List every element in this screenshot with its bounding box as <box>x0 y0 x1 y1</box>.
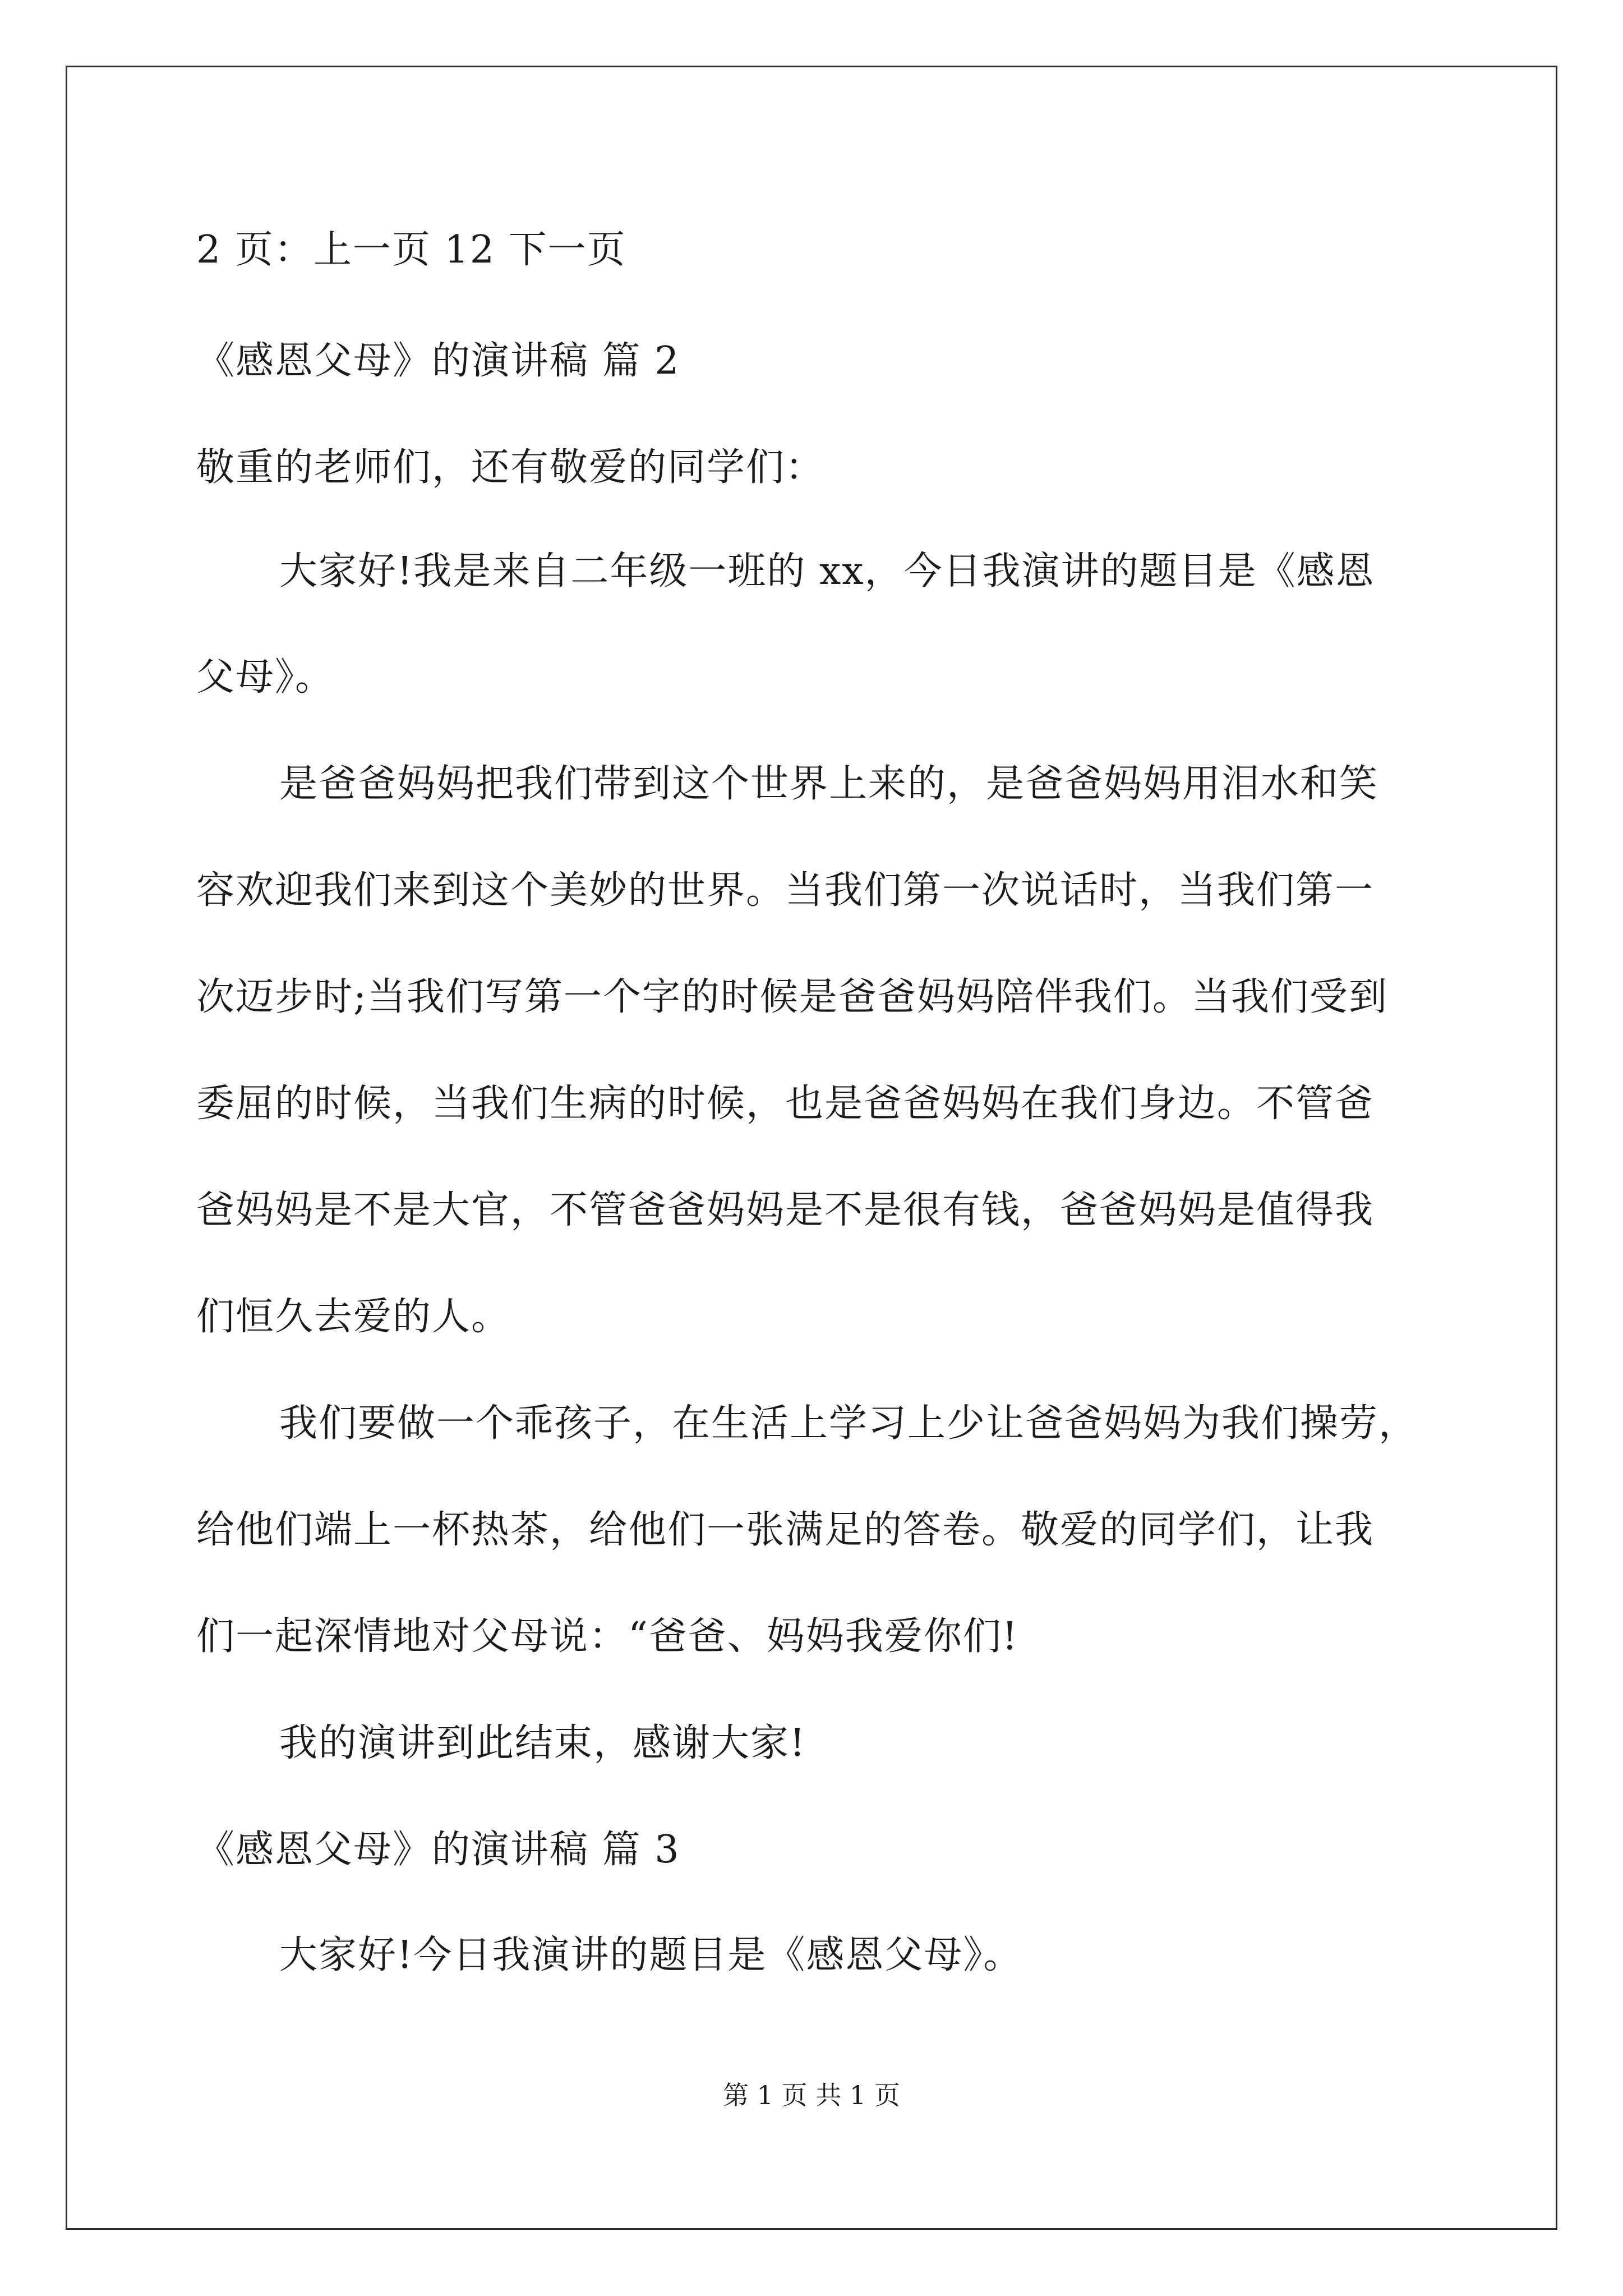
pagination-line: 2 页：上一页 12 下一页 <box>196 228 626 272</box>
section-title-3: 《感恩父母》的演讲稿 篇 3 <box>196 1828 680 1872</box>
paragraph-5: 大家好!今日我演讲的题目是《感恩父母》。 <box>279 1933 1023 1977</box>
page-border <box>66 66 1557 2230</box>
paragraph-3-line-2: 给他们端上一杯热茶，给他们一张满足的答卷。敬爱的同学们，让我 <box>196 1508 1375 1552</box>
paragraph-1-line-2: 父母》。 <box>196 655 335 700</box>
paragraph-2-line-4: 委屈的时候，当我们生病的时候，也是爸爸妈妈在我们身边。不管爸 <box>196 1082 1375 1126</box>
paragraph-3-line-1: 我们要做一个乖孩子，在生活上学习上少让爸爸妈妈为我们操劳， <box>279 1401 1418 1446</box>
paragraph-2-line-5: 爸妈妈是不是大官，不管爸爸妈妈是不是很有钱，爸爸妈妈是值得我 <box>196 1188 1375 1232</box>
paragraph-2-line-1: 是爸爸妈妈把我们带到这个世界上来的，是爸爸妈妈用泪水和笑 <box>279 762 1379 806</box>
greeting-line: 敬重的老师们，还有敬爱的同学们： <box>196 445 825 490</box>
page-footer: 第 1 页 共 1 页 <box>723 2080 900 2110</box>
section-title-2: 《感恩父母》的演讲稿 篇 2 <box>196 339 680 383</box>
paragraph-2-line-6: 们恒久去爱的人。 <box>196 1295 511 1339</box>
paragraph-1-line-1: 大家好!我是来自二年级一班的 xx，今日我演讲的题目是《感恩 <box>279 549 1375 593</box>
paragraph-2-line-2: 容欢迎我们来到这个美妙的世界。当我们第一次说话时，当我们第一 <box>196 868 1375 913</box>
paragraph-3-line-3: 们一起深情地对父母说：“爸爸、妈妈我爱你们! <box>196 1614 1019 1659</box>
paragraph-4: 我的演讲到此结束，感谢大家! <box>279 1721 806 1765</box>
paragraph-2-line-3: 次迈步时;当我们写第一个字的时候是爸爸妈妈陪伴我们。当我们受到 <box>196 975 1388 1019</box>
